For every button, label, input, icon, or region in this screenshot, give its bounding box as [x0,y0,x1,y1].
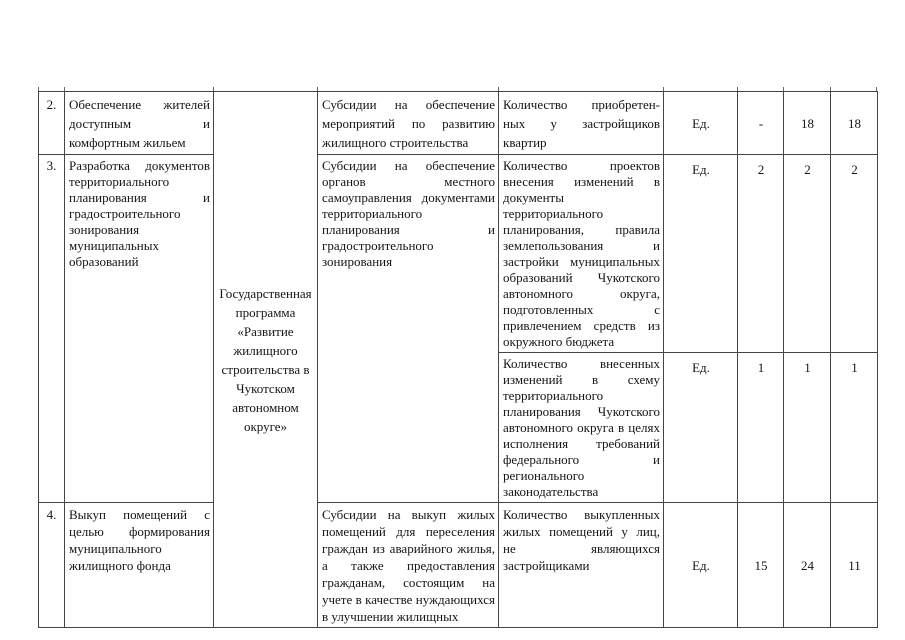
value-cell: 18 [784,92,831,155]
unit-cell: Ед. [664,92,738,155]
row-number-cell: 4. [39,503,65,628]
subsidy-cell: Субсидии на выкуп жилых помещений для переселения граждан из аварийного жилья, а также предоставления гражданам, состоящим на учете в качестве нуждающихся в улучшении жилищных [318,503,499,628]
unit-cell: Ед. [664,503,738,628]
value-cell: 2 [831,155,878,353]
task-cell: Разработка документов территориального планирования и градостроительного зонирования муниципальных образований [65,155,214,503]
value-cell: 18 [831,92,878,155]
row-number-cell: 3. [39,155,65,503]
value-cell: 24 [784,503,831,628]
value-cell: 1 [738,353,784,503]
table-row [39,503,878,628]
unit-cell: Ед. [664,353,738,503]
subsidy-cell: Субсидии на обеспечение органов местного самоуправления документами территориального планирования и градостроительного зонирования [318,155,499,503]
indicator-cell: Количество внесенных изменений в схему территориального планирования Чукотского автономного округа в целях исполнения требований федерального и регионального законодательства [499,353,664,503]
row-number-cell: 2. [39,92,65,155]
program-cell: Государственная программа «Развитие жилищного строительства в Чукотском автономном округе» [214,92,318,628]
table-row [39,155,878,353]
indicator-cell: Количество приобретен-ных у застройщиков квартир [499,92,664,155]
value-cell: 11 [831,503,878,628]
value-cell: 15 [738,503,784,628]
indicator-cell: Количество выкупленных жилых помещений у лиц, не являющихся застройщиками [499,503,664,628]
subsidy-cell: Субсидии на обеспечение мероприятий по развитию жилищного строительства [318,92,499,155]
indicator-cell: Количество проектов внесения изменений в документы территориального планирования, правила землепользования и застройки муниципальных образований Чукотского автономного округа, подготовленных с привлечением средств из окружного бюджета [499,155,664,353]
value-cell: 2 [738,155,784,353]
value-cell: 1 [784,353,831,503]
value-cell: 2 [784,155,831,353]
table-row [39,92,878,155]
task-cell: Обеспечение жителей доступным и комфортным жильем [65,92,214,155]
program-indicators-table [38,91,878,628]
unit-cell: Ед. [664,155,738,353]
value-cell: 1 [831,353,878,503]
value-cell: - [738,92,784,155]
task-cell: Выкуп помещений с целью формирования муниципального жилищного фонда [65,503,214,628]
